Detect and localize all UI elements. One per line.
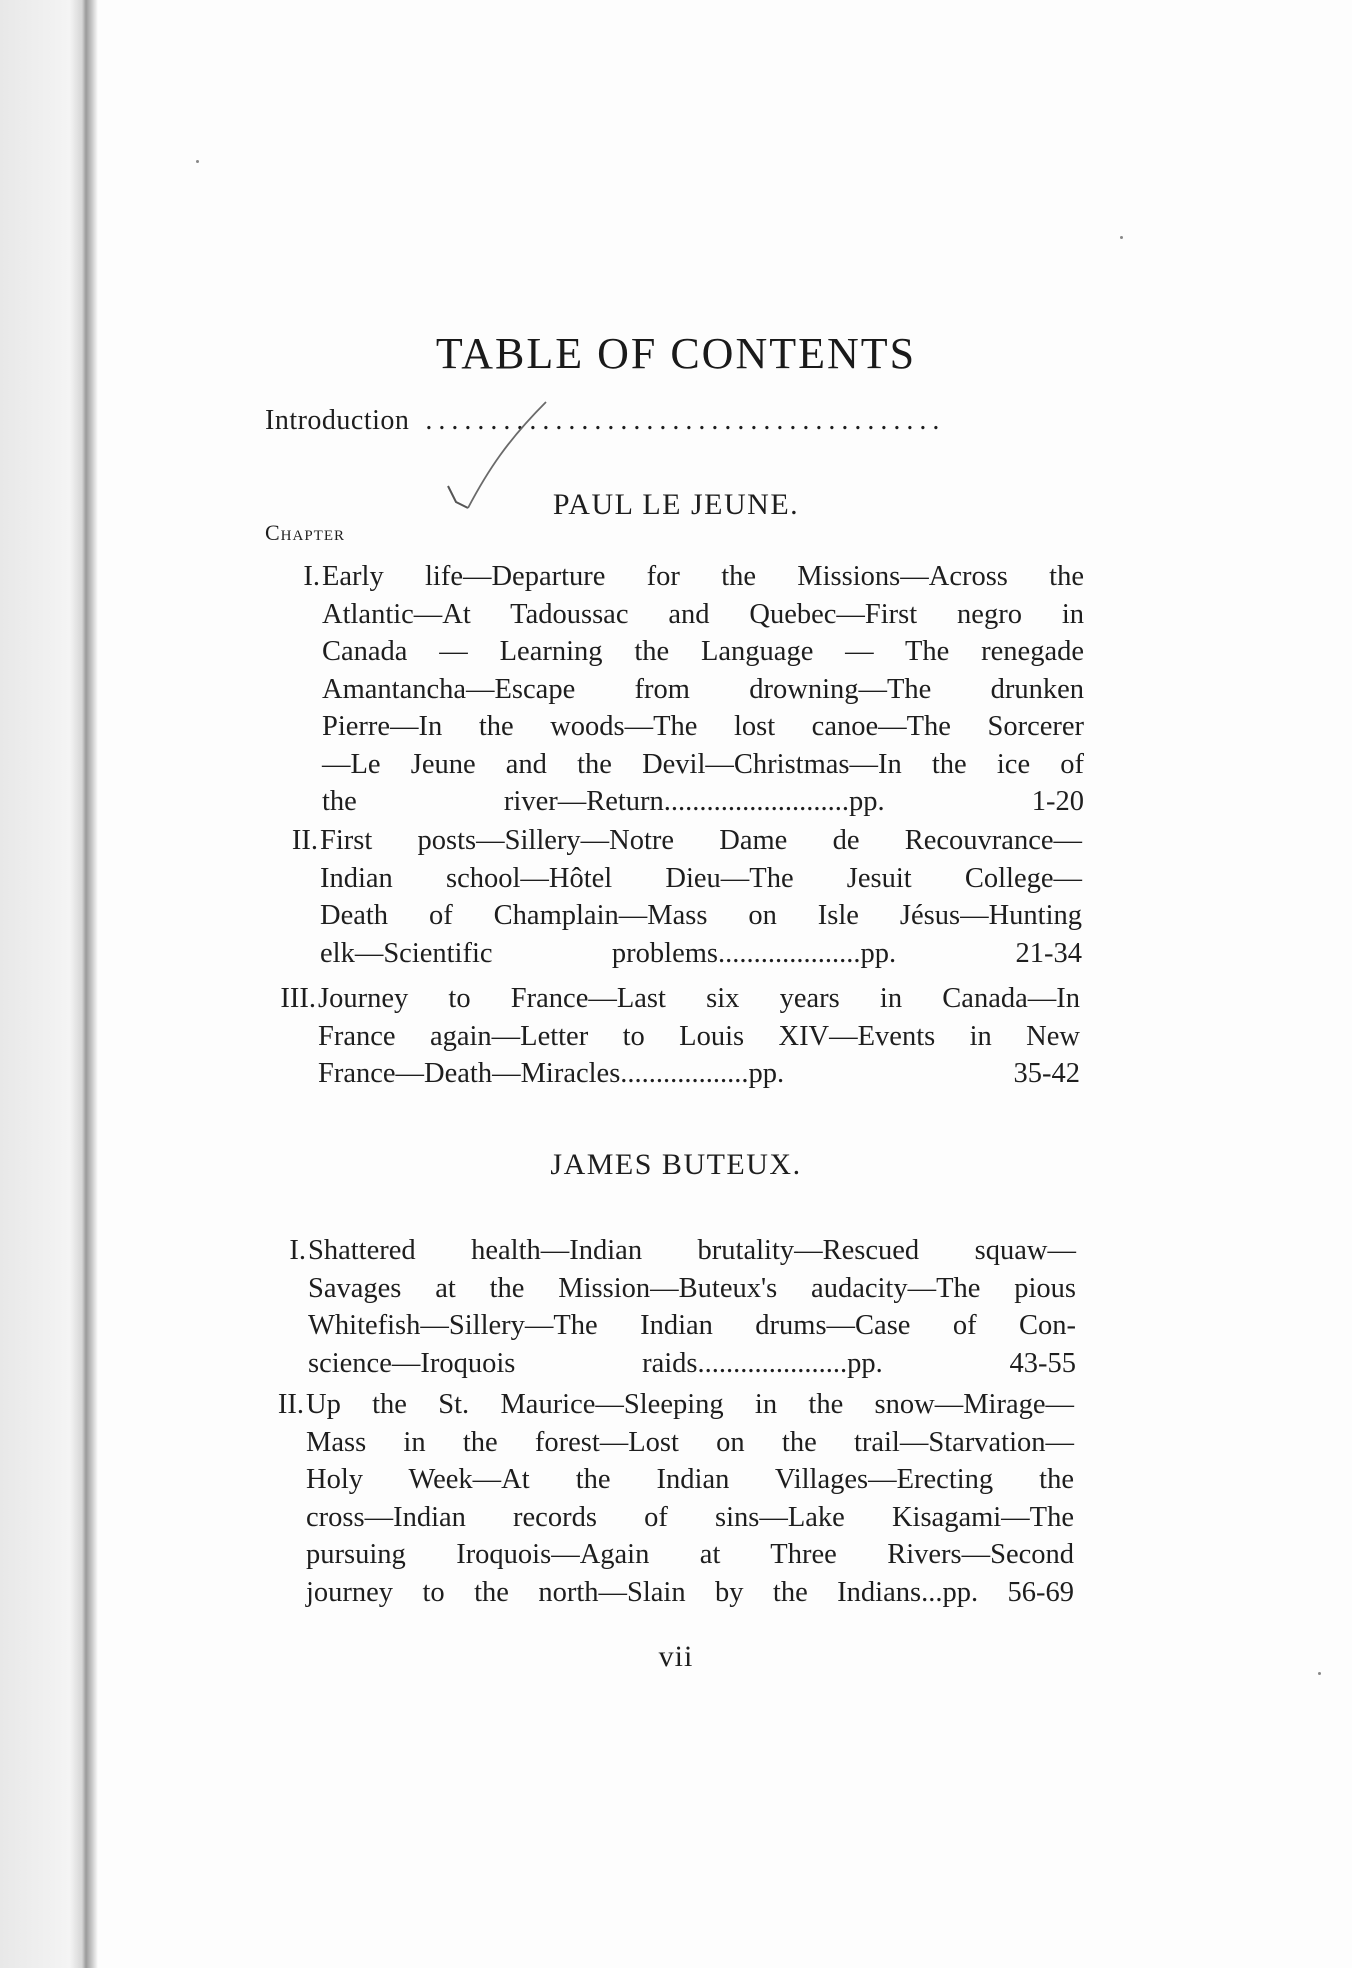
summary-line: elk—Scientific problems....................pp. 21-34: [320, 937, 1082, 969]
summary-line: Death of Champlain—Mass on Isle Jésus—Hunting: [320, 900, 1082, 931]
summary-line: journey to the north—Slain by the Indians...pp. 56-69: [306, 1576, 1074, 1608]
chapter-number: II.: [277, 1389, 304, 1420]
chapter-summary: [322, 558, 1084, 821]
section-heading-james-buteux: JAMES BUTEUX.: [550, 1148, 802, 1181]
chapter-number: III.: [280, 983, 316, 1014]
section-heading-paul-le-jeune: PAUL LE JEUNE.: [552, 488, 800, 521]
chapter-summary: [306, 1386, 1074, 1611]
summary-line: Early life—Departure for the Missions—Across the: [322, 561, 1084, 592]
summary-line: France—Death—Miracles..................pp. 35-42: [318, 1058, 1080, 1089]
summary-line: Pierre—In the woods—The lost canoe—The Sorcerer: [322, 711, 1084, 742]
summary-line: Up the St. Maurice—Sleeping in the snow—Mirage—: [306, 1389, 1074, 1420]
chapter-summary: [320, 822, 1082, 972]
paper-speck: [1120, 236, 1123, 239]
page-title: TABLE OF CONTENTS: [435, 329, 917, 378]
summary-line: the river—Return..........................pp. 1-20: [322, 786, 1084, 817]
paper-speck: [196, 160, 199, 163]
chapter-summary: [308, 1232, 1076, 1382]
introduction-label: Introduction: [265, 405, 410, 436]
summary-line: Amantancha—Escape from drowning—The drunken: [322, 673, 1084, 705]
summary-line: Holy Week—At the Indian Villages—Erecting the: [306, 1464, 1074, 1495]
summary-line: Shattered health—Indian brutality—Rescued squaw—: [308, 1235, 1076, 1266]
summary-line: First posts—Sillery—Notre Dame de Recouvrance—: [320, 825, 1082, 856]
summary-line: Indian school—Hôtel Dieu—The Jesuit College—: [320, 862, 1082, 894]
page-number: vii: [658, 1640, 694, 1673]
summary-line: Savages at the Mission—Buteux's audacity—The pious: [308, 1272, 1076, 1304]
summary-line: pursuing Iroquois—Again at Three Rivers—Second: [306, 1539, 1074, 1570]
chapter-label: Chapter: [265, 520, 346, 545]
summary-line: France again—Letter to Louis XIV—Events in New: [318, 1020, 1080, 1052]
summary-line: Whitefish—Sillery—The Indian drums—Case of Con-: [308, 1310, 1076, 1341]
summary-line: —Le Jeune and the Devil—Christmas—In the ice of: [322, 748, 1084, 780]
summary-line: Atlantic—At Tadoussac and Quebec—First negro in: [322, 598, 1084, 630]
summary-line: Mass in the forest—Lost on the trail—Starvation—: [306, 1426, 1074, 1458]
chapter-number: I.: [303, 561, 320, 592]
introduction-leader: ........................................: [425, 405, 946, 436]
chapter-summary: [318, 980, 1080, 1093]
chapter-number: II.: [291, 825, 318, 856]
summary-line: Canada — Learning the Language — The renegade: [322, 636, 1084, 667]
chapter-number: I.: [289, 1235, 306, 1266]
summary-line: cross—Indian records of sins—Lake Kisagami—The: [306, 1501, 1074, 1533]
summary-line: science—Iroquois raids.....................pp. 43-55: [308, 1347, 1076, 1379]
introduction-row: [265, 405, 1087, 437]
summary-line: Journey to France—Last six years in Canada—In: [318, 983, 1080, 1014]
